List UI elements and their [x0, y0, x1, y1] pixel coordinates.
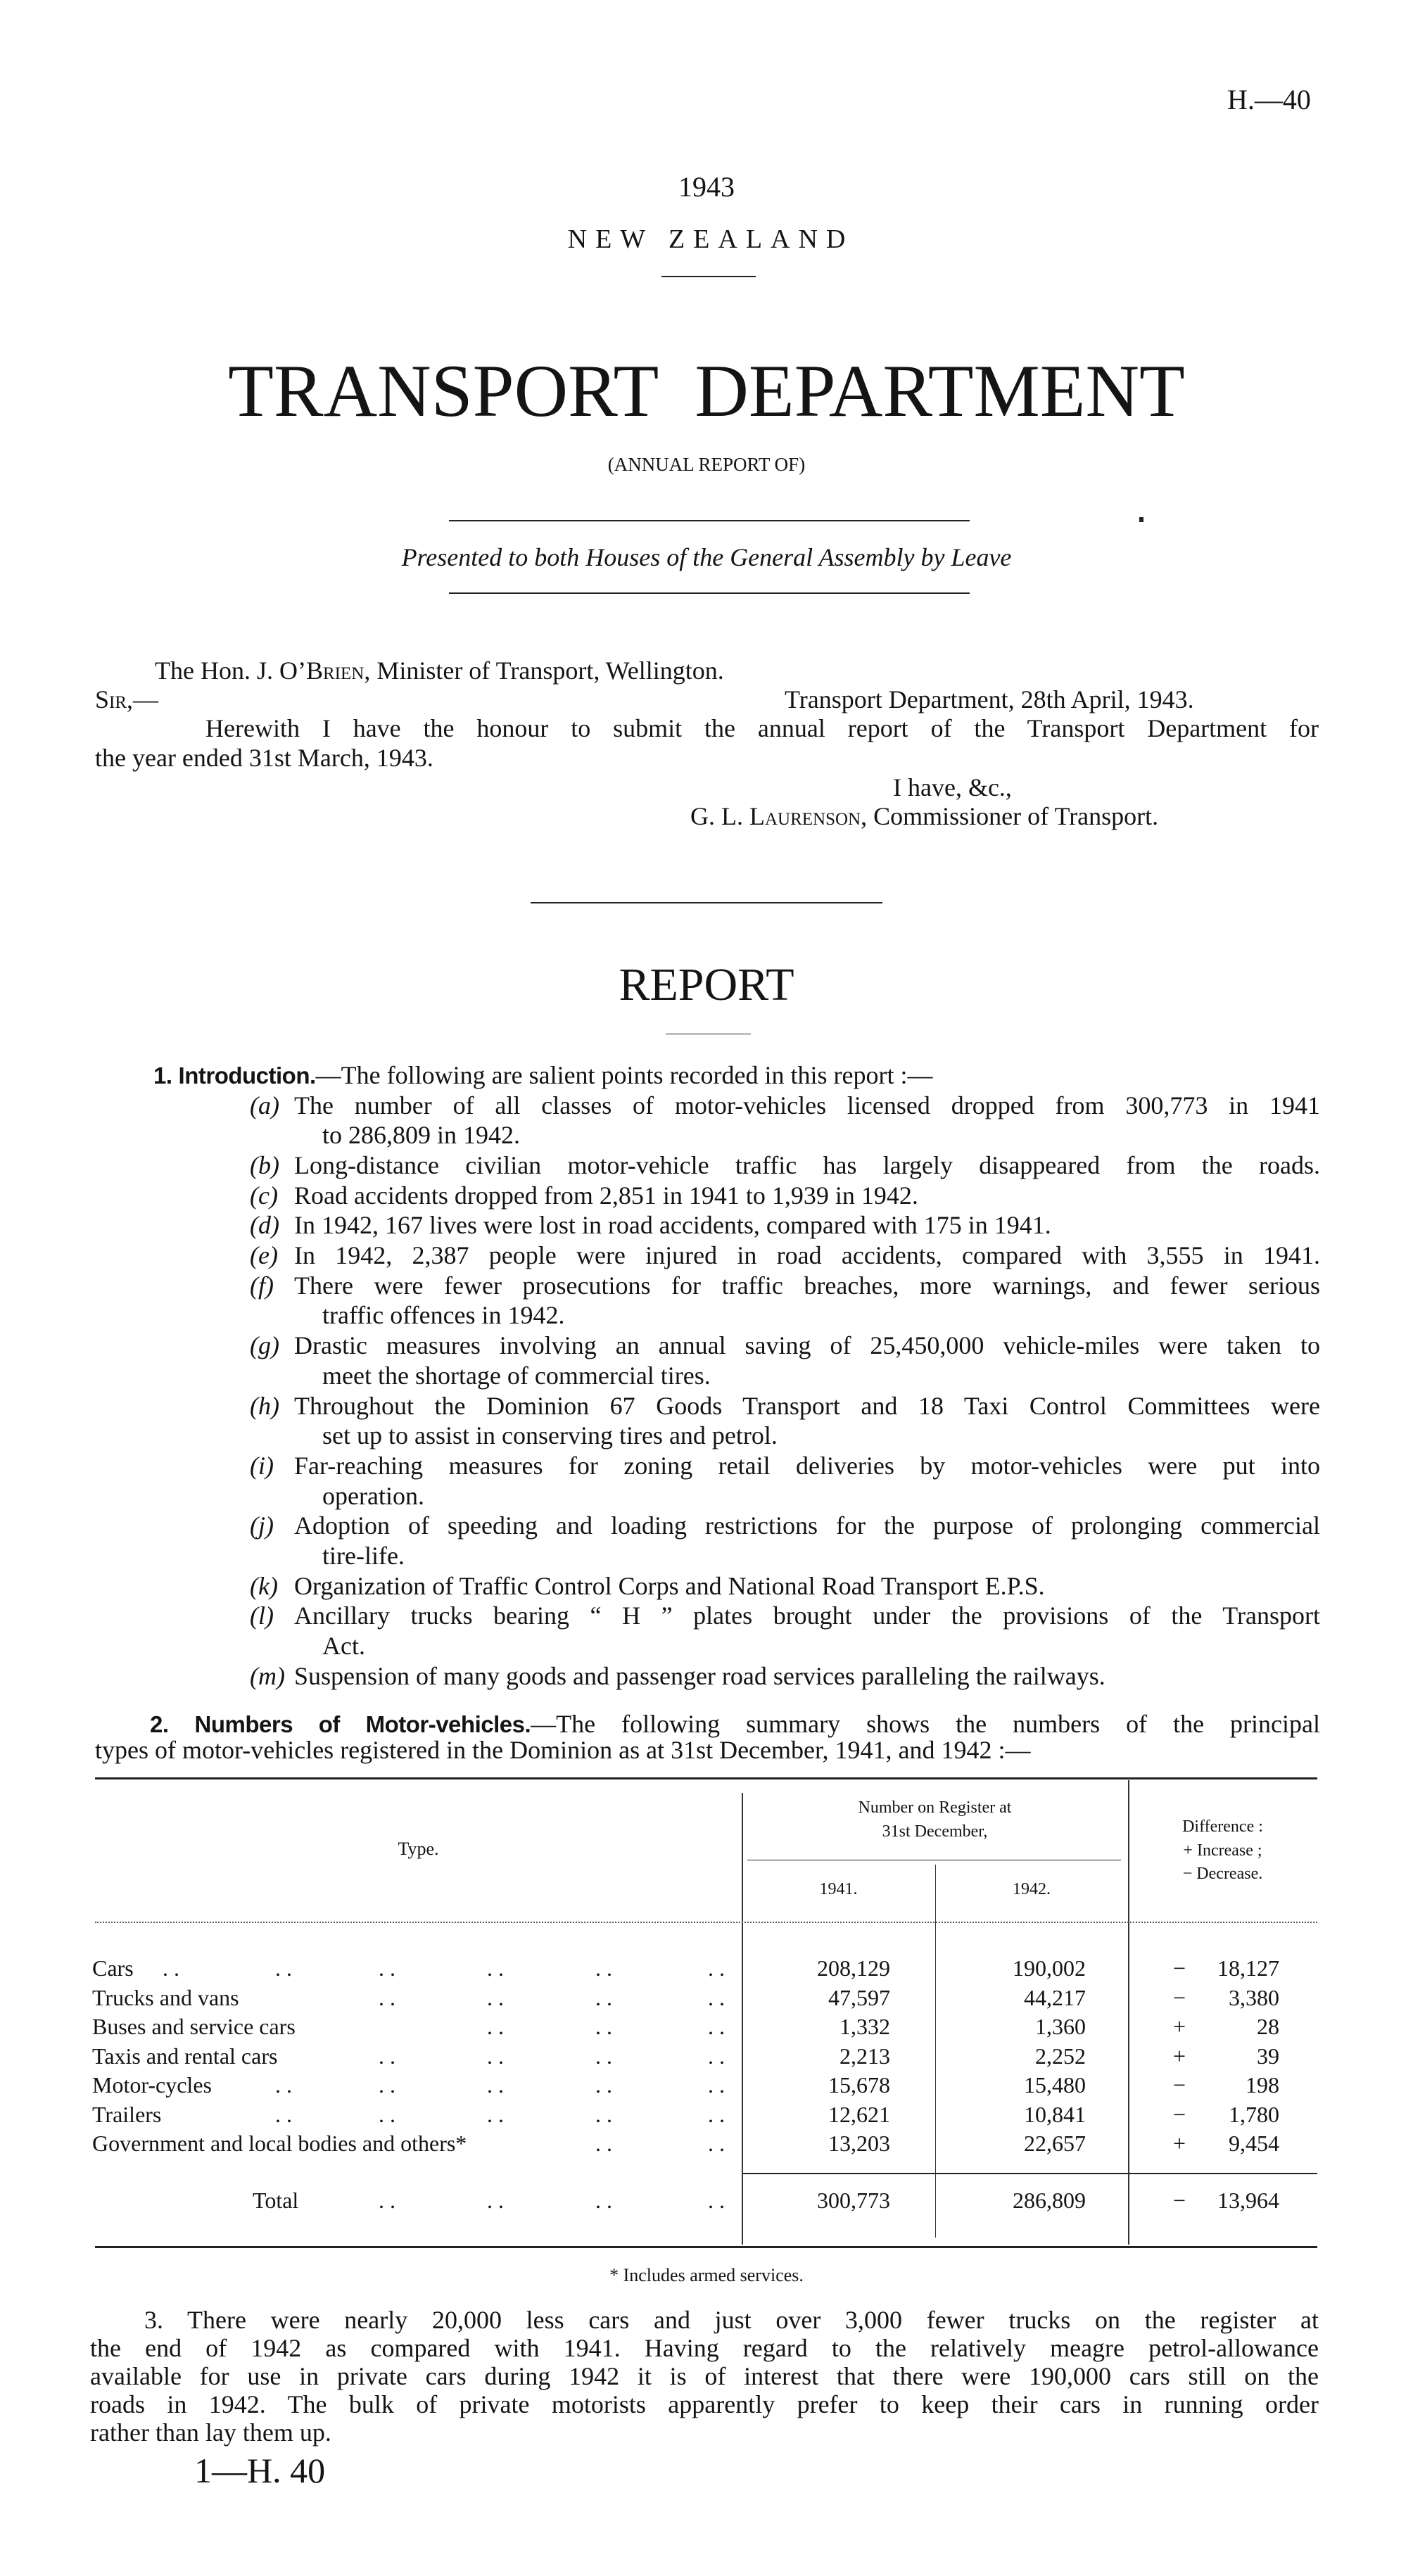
- dot-leader: . .: [595, 2188, 612, 2213]
- letter-addressee: [155, 658, 724, 683]
- item-label: (c): [250, 1181, 278, 1210]
- header-1941: 1941.: [819, 1880, 858, 1898]
- divider: [449, 592, 970, 594]
- difference-sign: −: [1173, 1955, 1186, 1981]
- item-label: (l): [250, 1601, 274, 1630]
- item-text: Long-distance civilian motor-vehicle traffic has largely disappeared from the roads.: [294, 1151, 1320, 1179]
- item-label: (f): [250, 1271, 274, 1300]
- dot-leader: . .: [379, 1984, 395, 2010]
- report-heading: REPORT: [619, 959, 794, 1010]
- header-1942: 1942.: [1013, 1880, 1051, 1898]
- dot-leader: . .: [379, 2072, 395, 2098]
- section-2-line: [150, 1711, 1320, 1737]
- section-3-line: roads in 1942. The bulk of private motorists apparently prefer to keep their cars in running order: [90, 2390, 1319, 2418]
- row-type: Buses and service cars: [92, 2014, 296, 2039]
- row-type: Total: [253, 2188, 299, 2213]
- dot-leader: . .: [708, 1984, 725, 2010]
- letter-salutation: Sir,—: [95, 685, 159, 713]
- letter-dateline: Transport Department, 28th April, 1943.: [785, 685, 1194, 713]
- section-text: —The following summary shows the numbers of the principal: [531, 1710, 1321, 1738]
- item-text: set up to assist in conserving tires and petrol.: [322, 1421, 778, 1449]
- item-text: Far-reaching measures for zoning retail deliveries by motor-vehicles were put into: [294, 1452, 1320, 1480]
- section-number: 2.: [150, 1711, 169, 1737]
- header-difference: + Increase ;: [1183, 1841, 1262, 1860]
- difference-value: 39: [1257, 2043, 1279, 2069]
- dot-leader: . .: [163, 1955, 179, 1981]
- item-label: (k): [250, 1572, 278, 1600]
- value-1942: 15,480: [1024, 2072, 1086, 2098]
- document-title: TRANSPORT DEPARTMENT: [228, 350, 1185, 432]
- dot-leader: . .: [275, 2101, 292, 2127]
- dot-leader: . .: [275, 1955, 292, 1981]
- difference-sign: +: [1173, 2014, 1186, 2039]
- column-divider: [935, 1865, 936, 2238]
- item-text: traffic offences in 1942.: [322, 1301, 565, 1329]
- item-text: The number of all classes of motor-vehicles licensed dropped from 300,773 in 1941: [294, 1091, 1320, 1119]
- dot-leader: . .: [487, 2072, 504, 2098]
- dot-leader: . .: [708, 2131, 725, 2156]
- dot-leader: . .: [379, 1955, 395, 1981]
- difference-sign: +: [1173, 2043, 1186, 2069]
- section-number: 1.: [153, 1062, 172, 1089]
- item-text: Adoption of speeding and loading restrictions for the purpose of prolonging commercial: [294, 1511, 1320, 1540]
- addressee-name: Brien: [305, 656, 365, 685]
- difference-sign: −: [1173, 2188, 1186, 2213]
- difference-value: 13,964: [1217, 2188, 1279, 2213]
- item-text: Suspension of many goods and passenger road services paralleling the railways.: [294, 1662, 1105, 1690]
- header-bottom-rule: [95, 1922, 1317, 1923]
- value-1941: 47,597: [828, 1984, 890, 2010]
- sheet-signature: 1—H. 40: [194, 2451, 326, 2490]
- divider: [449, 520, 970, 521]
- dot-leader: . .: [595, 2043, 612, 2069]
- dot-leader: . .: [379, 2043, 395, 2069]
- difference-value: 9,454: [1229, 2131, 1279, 2156]
- table-bottom-rule: [95, 2246, 1317, 2248]
- signature-name: Laurenson: [749, 802, 861, 830]
- item-text: In 1942, 167 lives were lost in road accidents, compared with 175 in 1941.: [294, 1211, 1051, 1239]
- dot-leader: . .: [487, 2101, 504, 2127]
- item-label: (j): [250, 1511, 274, 1540]
- difference-value: 3,380: [1229, 1984, 1279, 2010]
- item-text: Throughout the Dominion 67 Goods Transport and 18 Taxi Control Committees were: [294, 1392, 1320, 1420]
- table-footnote: * Includes armed services.: [609, 2265, 804, 2285]
- section-3-line: rather than lay them up.: [90, 2418, 331, 2447]
- value-1942: 10,841: [1024, 2101, 1086, 2127]
- letter-body-line: the year ended 31st March, 1943.: [95, 744, 433, 772]
- value-1941: 2,213: [839, 2043, 890, 2069]
- dot-leader: . .: [595, 1984, 612, 2010]
- letter-signature: [690, 804, 1158, 829]
- difference-value: 28: [1257, 2014, 1279, 2039]
- value-1942: 286,809: [1013, 2188, 1086, 2213]
- dot-leader: . .: [487, 2188, 504, 2213]
- dot-leader: . .: [379, 2188, 395, 2213]
- dot-leader: . .: [708, 2072, 725, 2098]
- value-1941: 15,678: [828, 2072, 890, 2098]
- item-text: operation.: [322, 1482, 424, 1510]
- item-text: There were fewer prosecutions for traffic breaches, more warnings, and fewer serious: [294, 1271, 1320, 1300]
- dot-leader: . .: [487, 2043, 504, 2069]
- value-1942: 1,360: [1035, 2014, 1086, 2039]
- item-label: (g): [250, 1331, 279, 1359]
- section-3-line: 3. There were nearly 20,000 less cars and just over 3,000 fewer trucks on the register at: [144, 2306, 1319, 2334]
- addressee-text: The Hon. J. O’: [155, 656, 306, 685]
- item-text: Ancillary trucks bearing “ H ” plates brought under the provisions of the Transport: [294, 1601, 1320, 1630]
- item-text: Act.: [322, 1632, 365, 1660]
- value-1942: 190,002: [1013, 1955, 1086, 1981]
- dot-leader: . .: [275, 2072, 292, 2098]
- item-label: (m): [250, 1662, 285, 1690]
- dot-leader: . .: [595, 2072, 612, 2098]
- dot-leader: . .: [487, 2014, 504, 2039]
- total-rule: [742, 2173, 1317, 2174]
- item-label: (b): [250, 1151, 279, 1179]
- row-type: Cars: [92, 1955, 134, 1981]
- row-type: Taxis and rental cars: [92, 2043, 278, 2069]
- difference-value: 198: [1246, 2072, 1279, 2098]
- column-divider: [742, 1793, 743, 2245]
- item-label: (d): [250, 1211, 279, 1239]
- value-1942: 22,657: [1024, 2131, 1086, 2156]
- dot-leader: . .: [708, 2014, 725, 2039]
- header-difference: − Decrease.: [1182, 1865, 1263, 1883]
- dot-leader: . .: [595, 1955, 612, 1981]
- dot-leader: . .: [708, 2101, 725, 2127]
- item-text: Drastic measures involving an annual saving of 25,450,000 vehicle-miles were taken to: [294, 1331, 1320, 1359]
- item-label: (e): [250, 1241, 278, 1269]
- header-register-group: 31st December,: [882, 1822, 988, 1841]
- difference-sign: −: [1173, 1984, 1186, 2010]
- divider: [531, 902, 882, 903]
- row-type: Trailers: [92, 2101, 162, 2127]
- row-type: Motor-cycles: [92, 2072, 212, 2098]
- value-1942: 44,217: [1024, 1984, 1086, 2010]
- dot-leader: . .: [595, 2014, 612, 2039]
- country-heading: NEW ZEALAND: [567, 224, 854, 254]
- header-type: Type.: [398, 1839, 439, 1859]
- header-register-group: Number on Register at: [858, 1798, 1012, 1817]
- difference-value: 18,127: [1217, 1955, 1279, 1981]
- difference-sign: +: [1173, 2131, 1186, 2156]
- print-speck: [1139, 517, 1143, 522]
- section-3-line: available for use in private cars during 1942 it is of interest that there were 190,000 cars still on the: [90, 2362, 1319, 2390]
- item-text: Road accidents dropped from 2,851 in 1941 to 1,939 in 1942.: [294, 1181, 918, 1210]
- section-title: Introduction.: [178, 1062, 316, 1089]
- dot-leader: . .: [708, 2188, 725, 2213]
- report-year: 1943: [678, 171, 735, 203]
- section-3-line: the end of 1942 as compared with 1941. Having regard to the relatively meagre petrol-allowance: [90, 2334, 1319, 2362]
- item-label: (i): [250, 1452, 274, 1480]
- dot-leader: . .: [379, 2101, 395, 2127]
- difference-sign: −: [1173, 2072, 1186, 2098]
- dot-leader: . .: [708, 2043, 725, 2069]
- section-title: Numbers of Motor-vehicles.: [194, 1711, 531, 1737]
- signature-initials: G. L.: [690, 802, 749, 830]
- item-text: In 1942, 2,387 people were injured in road accidents, compared with 3,555 in 1941.: [294, 1241, 1320, 1269]
- dot-leader: . .: [487, 1984, 504, 2010]
- page-reference: H.—40: [1227, 84, 1311, 115]
- value-1941: 13,203: [828, 2131, 890, 2156]
- dot-leader: . .: [595, 2131, 612, 2156]
- value-1941: 1,332: [839, 2014, 890, 2039]
- item-text: Organization of Traffic Control Corps and National Road Transport E.P.S.: [294, 1572, 1045, 1600]
- table-top-rule: [95, 1777, 1317, 1779]
- item-label: (h): [250, 1392, 279, 1420]
- dot-leader: . .: [708, 1955, 725, 1981]
- section-lead: —The following are salient points recorded in this report :—: [315, 1061, 933, 1089]
- signature-title: , Commissioner of Transport.: [861, 802, 1159, 830]
- value-1941: 12,621: [828, 2101, 890, 2127]
- value-1941: 300,773: [817, 2188, 890, 2213]
- row-type: Trucks and vans: [92, 1984, 239, 2010]
- section-1-intro: [153, 1062, 932, 1089]
- header-difference: Difference :: [1182, 1817, 1263, 1836]
- difference-value: 1,780: [1229, 2101, 1279, 2127]
- value-1941: 208,129: [817, 1955, 890, 1981]
- dot-leader: . .: [595, 2101, 612, 2127]
- value-1942: 2,252: [1035, 2043, 1086, 2069]
- row-type: Government and local bodies and others*: [92, 2131, 467, 2156]
- item-label: (a): [250, 1091, 279, 1119]
- dot-leader: . .: [487, 1955, 504, 1981]
- section-2-line: types of motor-vehicles registered in the Dominion as at 31st December, 1941, and 1942 :—: [95, 1736, 1031, 1764]
- addressee-title: , Minister of Transport, Wellington.: [364, 656, 724, 685]
- item-text: to 286,809 in 1942.: [322, 1121, 521, 1149]
- document-subtitle: (ANNUAL REPORT OF): [607, 454, 806, 475]
- difference-sign: −: [1173, 2101, 1186, 2127]
- letter-closing: I have, &c.,: [893, 773, 1012, 801]
- item-text: meet the shortage of commercial tires.: [322, 1362, 711, 1390]
- divider: [661, 276, 756, 277]
- presented-note: Presented to both Houses of the General Assembly by Leave: [401, 543, 1012, 571]
- item-text: tire-life.: [322, 1542, 405, 1570]
- letter-body-line: Herewith I have the honour to submit the annual report of the Transport Department for: [205, 714, 1319, 742]
